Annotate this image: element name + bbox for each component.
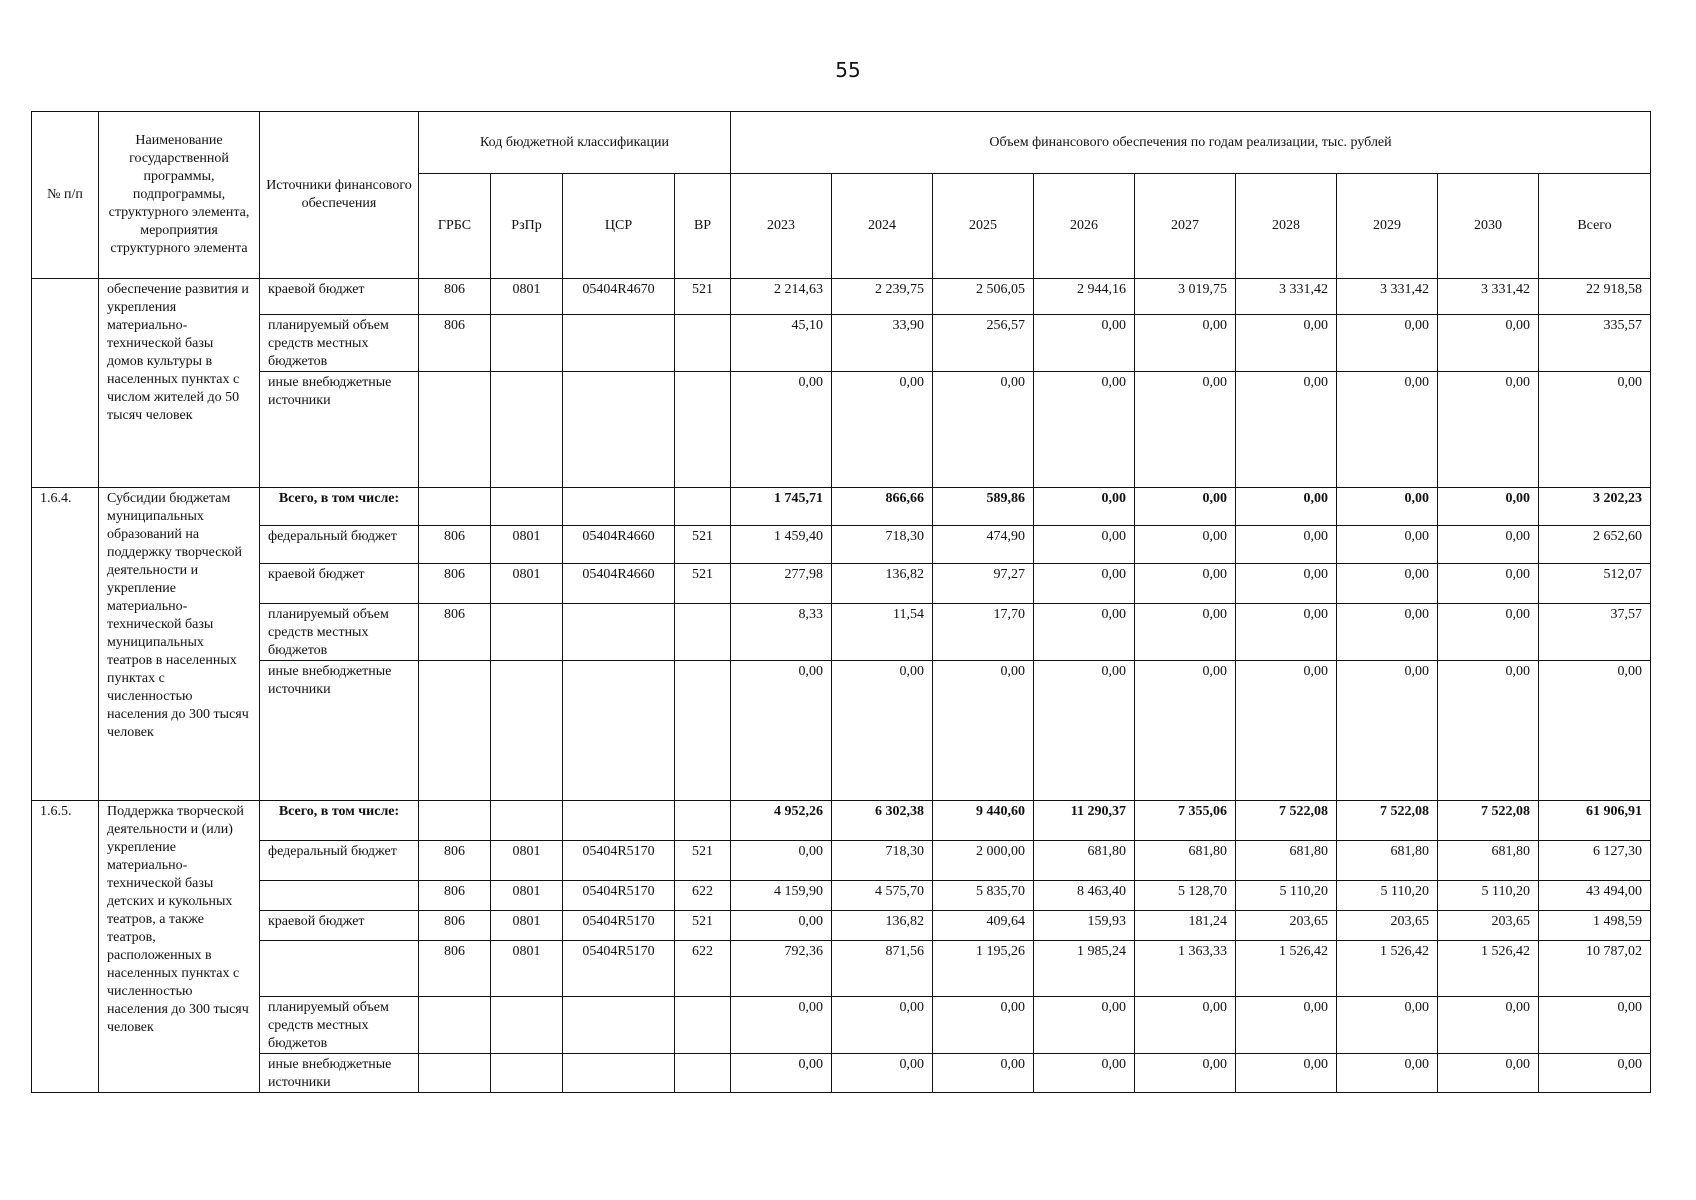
value-year: 0,00 — [1337, 372, 1438, 488]
value-year: 7 522,08 — [1236, 801, 1337, 841]
value-total: 0,00 — [1539, 372, 1651, 488]
value-year: 0,00 — [933, 997, 1034, 1054]
code-rzpr — [491, 315, 563, 372]
value-year: 2 000,00 — [933, 841, 1034, 881]
value-year: 0,00 — [832, 997, 933, 1054]
value-total: 61 906,91 — [1539, 801, 1651, 841]
funding-source: планируемый объем средств местных бюджетов — [260, 604, 419, 661]
value-year: 0,00 — [1337, 997, 1438, 1054]
value-year: 0,00 — [1236, 1054, 1337, 1093]
table-row — [32, 279, 1651, 315]
code-grbs: 806 — [419, 526, 491, 564]
value-year: 0,00 — [1337, 604, 1438, 661]
code-rzpr — [491, 372, 563, 488]
value-year: 1 195,26 — [933, 941, 1034, 997]
value-year: 0,00 — [731, 911, 832, 941]
value-year: 0,00 — [1034, 526, 1135, 564]
funding-source: планируемый объем средств местных бюджетов — [260, 997, 419, 1054]
value-year: 681,80 — [1236, 841, 1337, 881]
value-year: 4 159,90 — [731, 881, 832, 911]
funding-source: иные внебюджетные источники — [260, 1054, 419, 1093]
value-year: 1 363,33 — [1135, 941, 1236, 997]
code-csr: 05404R5170 — [563, 841, 675, 881]
table-row — [32, 526, 1651, 564]
code-rzpr: 0801 — [491, 941, 563, 997]
code-rzpr — [491, 604, 563, 661]
value-total: 1 498,59 — [1539, 911, 1651, 941]
value-year: 0,00 — [933, 372, 1034, 488]
value-year: 6 302,38 — [832, 801, 933, 841]
value-year: 0,00 — [832, 1054, 933, 1093]
value-year: 0,00 — [1236, 526, 1337, 564]
code-vr: 521 — [675, 279, 731, 315]
table-row — [32, 1054, 1651, 1093]
value-year: 277,98 — [731, 564, 832, 604]
code-csr: 05404R5170 — [563, 911, 675, 941]
value-year: 0,00 — [731, 997, 832, 1054]
value-year: 181,24 — [1135, 911, 1236, 941]
value-year: 1 745,71 — [731, 488, 832, 526]
value-total: 335,57 — [1539, 315, 1651, 372]
table-row — [32, 997, 1651, 1054]
value-year: 0,00 — [1135, 661, 1236, 801]
value-year: 0,00 — [1337, 564, 1438, 604]
value-year: 203,65 — [1337, 911, 1438, 941]
value-year: 5 110,20 — [1337, 881, 1438, 911]
value-year: 11 290,37 — [1034, 801, 1135, 841]
code-rzpr: 0801 — [491, 279, 563, 315]
header-year: 2024 — [832, 174, 933, 279]
value-year: 0,00 — [1337, 526, 1438, 564]
item-number: 1.6.5. — [32, 801, 99, 1093]
value-year: 9 440,60 — [933, 801, 1034, 841]
value-year: 45,10 — [731, 315, 832, 372]
value-year: 681,80 — [1438, 841, 1539, 881]
value-year: 681,80 — [1135, 841, 1236, 881]
header-rzpr: РзПр — [491, 174, 563, 279]
value-year: 0,00 — [1135, 372, 1236, 488]
code-vr — [675, 997, 731, 1054]
item-name: обеспечение развития и укрепления материально-технической базы домов культуры в населенных пунктах с числом жителей до 50 тысяч человек — [99, 279, 260, 488]
code-csr — [563, 661, 675, 801]
code-vr — [675, 661, 731, 801]
code-rzpr: 0801 — [491, 911, 563, 941]
value-year: 0,00 — [1034, 997, 1135, 1054]
funding-source: иные внебюджетные источники — [260, 661, 419, 801]
funding-source — [260, 881, 419, 911]
value-year: 0,00 — [1337, 315, 1438, 372]
value-year: 0,00 — [1438, 661, 1539, 801]
value-year: 681,80 — [1034, 841, 1135, 881]
value-year: 0,00 — [1135, 488, 1236, 526]
funding-source: планируемый объем средств местных бюджетов — [260, 315, 419, 372]
code-csr — [563, 315, 675, 372]
value-year: 1 459,40 — [731, 526, 832, 564]
value-year: 409,64 — [933, 911, 1034, 941]
code-vr: 521 — [675, 526, 731, 564]
table-row — [32, 315, 1651, 372]
item-name: Поддержка творческой деятельности и (или) укрепление материально-технической базы детских и кукольных театров, а также театров, расположенных в населенных пунктах с численностью населения до 300 тысяч человек — [99, 801, 260, 1093]
value-year: 2 944,16 — [1034, 279, 1135, 315]
table-row — [32, 911, 1651, 941]
funding-source: краевой бюджет — [260, 911, 419, 941]
item-name: Субсидии бюджетам муниципальных образований на поддержку творческой деятельности и укрепление материально-технической базы муниципальных театров в населенных пунктах с численностью населения до 300 тысяч человек — [99, 488, 260, 801]
code-vr: 521 — [675, 841, 731, 881]
value-year: 0,00 — [1236, 372, 1337, 488]
table-row — [32, 564, 1651, 604]
code-rzpr: 0801 — [491, 526, 563, 564]
code-grbs — [419, 488, 491, 526]
value-year: 0,00 — [1135, 1054, 1236, 1093]
header-year: 2023 — [731, 174, 832, 279]
code-vr: 622 — [675, 881, 731, 911]
value-total: 10 787,02 — [1539, 941, 1651, 997]
item-number: 1.6.4. — [32, 488, 99, 801]
value-year: 0,00 — [1034, 1054, 1135, 1093]
value-year: 866,66 — [832, 488, 933, 526]
header-year: 2029 — [1337, 174, 1438, 279]
header-year: 2028 — [1236, 174, 1337, 279]
funding-source — [260, 488, 419, 526]
code-csr — [563, 1054, 675, 1093]
code-vr — [675, 801, 731, 841]
value-year: 0,00 — [1034, 604, 1135, 661]
funding-source — [260, 941, 419, 997]
value-year: 1 985,24 — [1034, 941, 1135, 997]
value-year: 0,00 — [832, 372, 933, 488]
value-year: 11,54 — [832, 604, 933, 661]
header-total: Всего — [1539, 174, 1651, 279]
value-year: 0,00 — [1337, 488, 1438, 526]
header-vr: ВР — [675, 174, 731, 279]
value-year: 3 331,42 — [1438, 279, 1539, 315]
value-year: 871,56 — [832, 941, 933, 997]
header-year: 2030 — [1438, 174, 1539, 279]
funding-source: федеральный бюджет — [260, 526, 419, 564]
code-grbs: 806 — [419, 279, 491, 315]
value-year: 4 952,26 — [731, 801, 832, 841]
funding-source: иные внебюджетные источники — [260, 372, 419, 488]
code-csr — [563, 997, 675, 1054]
financing-table — [31, 111, 1651, 1093]
value-year: 7 522,08 — [1438, 801, 1539, 841]
value-year: 0,00 — [1135, 997, 1236, 1054]
value-total: 0,00 — [1539, 1054, 1651, 1093]
value-year: 718,30 — [832, 526, 933, 564]
header-year: 2026 — [1034, 174, 1135, 279]
value-year: 0,00 — [1236, 488, 1337, 526]
value-year: 0,00 — [1337, 661, 1438, 801]
value-year: 0,00 — [1438, 315, 1539, 372]
header-year: 2027 — [1135, 174, 1236, 279]
code-rzpr: 0801 — [491, 564, 563, 604]
value-year: 97,27 — [933, 564, 1034, 604]
value-year: 7 355,06 — [1135, 801, 1236, 841]
value-year: 0,00 — [1438, 564, 1539, 604]
funding-source-total: Всего, в том числе: — [278, 491, 400, 506]
value-year: 33,90 — [832, 315, 933, 372]
code-rzpr — [491, 1054, 563, 1093]
value-year: 5 128,70 — [1135, 881, 1236, 911]
code-rzpr — [491, 801, 563, 841]
value-year: 718,30 — [832, 841, 933, 881]
code-vr — [675, 372, 731, 488]
value-year: 0,00 — [1034, 488, 1135, 526]
code-vr — [675, 604, 731, 661]
table-row — [32, 881, 1651, 911]
code-csr: 05404R4660 — [563, 564, 675, 604]
value-year: 0,00 — [1034, 564, 1135, 604]
code-grbs — [419, 997, 491, 1054]
value-year: 0,00 — [731, 661, 832, 801]
value-year: 7 522,08 — [1337, 801, 1438, 841]
value-year: 1 526,42 — [1337, 941, 1438, 997]
code-grbs: 806 — [419, 941, 491, 997]
value-year: 0,00 — [1337, 1054, 1438, 1093]
value-year: 3 331,42 — [1337, 279, 1438, 315]
header-kbk: Код бюджетной классификации — [419, 112, 731, 174]
value-year: 203,65 — [1236, 911, 1337, 941]
table-row — [32, 941, 1651, 997]
page-number: 55 — [835, 58, 861, 82]
value-total: 2 652,60 — [1539, 526, 1651, 564]
value-year: 8 463,40 — [1034, 881, 1135, 911]
code-grbs: 806 — [419, 604, 491, 661]
value-total: 6 127,30 — [1539, 841, 1651, 881]
value-year: 136,82 — [832, 911, 933, 941]
value-year: 0,00 — [1135, 604, 1236, 661]
table-row — [32, 372, 1651, 488]
table-body — [32, 279, 1651, 1093]
value-year: 0,00 — [1438, 488, 1539, 526]
code-vr: 521 — [675, 911, 731, 941]
value-total: 0,00 — [1539, 997, 1651, 1054]
code-grbs — [419, 661, 491, 801]
value-year: 17,70 — [933, 604, 1034, 661]
value-year: 5 835,70 — [933, 881, 1034, 911]
value-year: 2 506,05 — [933, 279, 1034, 315]
code-grbs — [419, 801, 491, 841]
value-year: 0,00 — [1135, 564, 1236, 604]
value-total: 3 202,23 — [1539, 488, 1651, 526]
code-rzpr: 0801 — [491, 841, 563, 881]
value-year: 0,00 — [731, 841, 832, 881]
value-year: 474,90 — [933, 526, 1034, 564]
value-year: 0,00 — [933, 661, 1034, 801]
item-number — [32, 279, 99, 488]
value-year: 5 110,20 — [1438, 881, 1539, 911]
value-year: 0,00 — [832, 661, 933, 801]
value-year: 0,00 — [1236, 604, 1337, 661]
value-year: 0,00 — [1034, 315, 1135, 372]
value-year: 5 110,20 — [1236, 881, 1337, 911]
header-csr: ЦСР — [563, 174, 675, 279]
value-year: 256,57 — [933, 315, 1034, 372]
funding-source: краевой бюджет — [260, 564, 419, 604]
code-rzpr — [491, 488, 563, 526]
code-vr: 622 — [675, 941, 731, 997]
value-total: 22 918,58 — [1539, 279, 1651, 315]
value-year: 0,00 — [1438, 372, 1539, 488]
table-row — [32, 841, 1651, 881]
value-year: 0,00 — [1034, 661, 1135, 801]
table-header — [32, 112, 1651, 279]
value-year: 0,00 — [933, 1054, 1034, 1093]
value-total: 43 494,00 — [1539, 881, 1651, 911]
value-year: 0,00 — [1438, 1054, 1539, 1093]
value-year: 1 526,42 — [1438, 941, 1539, 997]
code-csr: 05404R5170 — [563, 941, 675, 997]
value-year: 2 239,75 — [832, 279, 933, 315]
code-grbs: 806 — [419, 911, 491, 941]
code-grbs: 806 — [419, 881, 491, 911]
code-csr: 05404R4670 — [563, 279, 675, 315]
funding-source: краевой бюджет — [260, 279, 419, 315]
value-year: 0,00 — [1135, 526, 1236, 564]
funding-source — [260, 801, 419, 841]
value-year: 0,00 — [731, 1054, 832, 1093]
value-year: 1 526,42 — [1236, 941, 1337, 997]
header-name: Наименование государственной программы, подпрограммы, структурного элемента, мероприятия структурного элемента — [99, 112, 260, 279]
code-vr — [675, 488, 731, 526]
header-year: 2025 — [933, 174, 1034, 279]
value-year: 203,65 — [1438, 911, 1539, 941]
funding-source: федеральный бюджет — [260, 841, 419, 881]
value-year: 0,00 — [731, 372, 832, 488]
value-year: 2 214,63 — [731, 279, 832, 315]
value-year: 0,00 — [1438, 604, 1539, 661]
table-row — [32, 488, 1651, 526]
value-year: 0,00 — [1236, 997, 1337, 1054]
value-year: 8,33 — [731, 604, 832, 661]
code-csr — [563, 801, 675, 841]
code-vr — [675, 315, 731, 372]
code-grbs — [419, 1054, 491, 1093]
value-year: 4 575,70 — [832, 881, 933, 911]
value-year: 0,00 — [1034, 372, 1135, 488]
code-rzpr: 0801 — [491, 881, 563, 911]
code-rzpr — [491, 661, 563, 801]
code-rzpr — [491, 997, 563, 1054]
code-grbs — [419, 372, 491, 488]
value-year: 681,80 — [1337, 841, 1438, 881]
value-year: 136,82 — [832, 564, 933, 604]
value-year: 0,00 — [1236, 564, 1337, 604]
code-grbs: 806 — [419, 315, 491, 372]
value-year: 159,93 — [1034, 911, 1135, 941]
table-row — [32, 604, 1651, 661]
table-row — [32, 801, 1651, 841]
value-year: 0,00 — [1438, 526, 1539, 564]
value-total: 0,00 — [1539, 661, 1651, 801]
code-grbs: 806 — [419, 564, 491, 604]
value-year: 3 331,42 — [1236, 279, 1337, 315]
value-year: 0,00 — [1236, 661, 1337, 801]
code-csr: 05404R5170 — [563, 881, 675, 911]
code-vr — [675, 1054, 731, 1093]
value-year: 3 019,75 — [1135, 279, 1236, 315]
value-total: 512,07 — [1539, 564, 1651, 604]
table-row — [32, 661, 1651, 801]
header-num: № п/п — [32, 112, 99, 279]
value-year: 0,00 — [1438, 997, 1539, 1054]
funding-source-total: Всего, в том числе: — [278, 804, 400, 819]
code-csr — [563, 488, 675, 526]
code-csr: 05404R4660 — [563, 526, 675, 564]
value-year: 589,86 — [933, 488, 1034, 526]
header-volume: Объем финансового обеспечения по годам реализации, тыс. рублей — [731, 112, 1651, 174]
code-vr: 521 — [675, 564, 731, 604]
header-source: Источники финансового обеспечения — [260, 112, 419, 279]
code-csr — [563, 604, 675, 661]
value-total: 37,57 — [1539, 604, 1651, 661]
value-year: 0,00 — [1236, 315, 1337, 372]
value-year: 792,36 — [731, 941, 832, 997]
code-grbs: 806 — [419, 841, 491, 881]
value-year: 0,00 — [1135, 315, 1236, 372]
code-csr — [563, 372, 675, 488]
header-grbs: ГРБС — [419, 174, 491, 279]
